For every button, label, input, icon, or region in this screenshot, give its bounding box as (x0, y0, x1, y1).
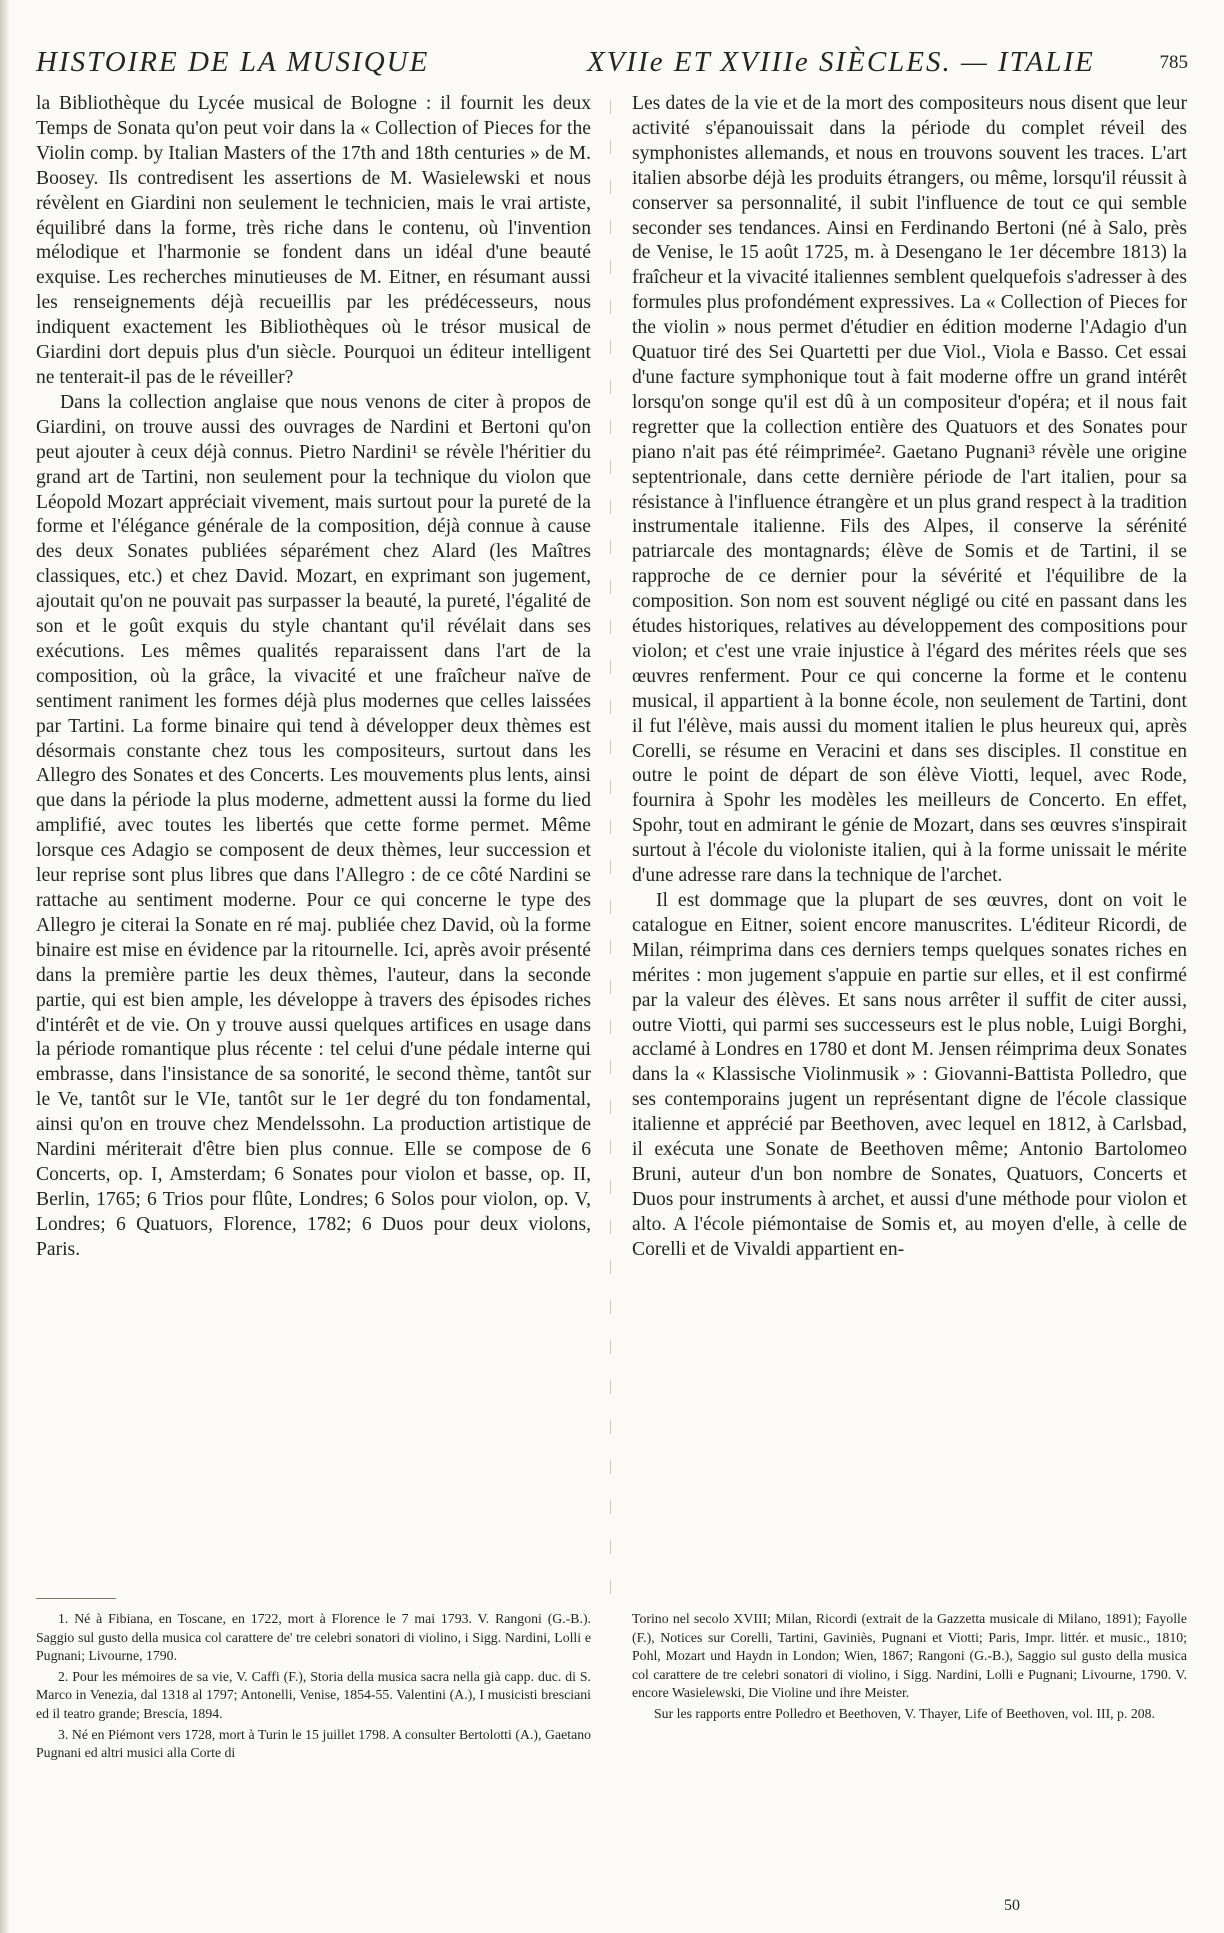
right-paragraph-1: Les dates de la vie et de la mort des compositeurs nous disent que leur activité s'épanouissait dans la période du complet réveil des symphonistes allemands, et nous en trouvons souvent les traces. L'art italien absorbe déjà les produits étrangers, ou même, lorsqu'il réussit à conserver sa personnalité, il subit l'influence de tout ce qui semble seconder ses tendances. Ainsi en Ferdinando Bertoni (né à Salo, près de Venise, le 15 août 1725, m. à Desengano le 1er décembre 1813) la fraîcheur et la vivacité italiennes semblent quelquefois s'adresser à des formules plus profondément expressives. La « Collection of Pieces for the violin » nous permet d'étudier en édition moderne l'Adagio d'un Quatuor tiré des Sei Quartetti per due Viol., Viola e Basso. Cet essai d'une facture symphonique tout à fait moderne offre un grand intérêt lorsqu'on songe qu'il est dû à un compositeur d'opéra; et il nous fait regretter que la collection entière des Quatuors et des Sonates pour piano n'ait pas été réimprimée². Gaetano Pugnani³ révèle une origine septentrionale, dans cette dernière période de l'art italien, pour sa résistance à l'influence étrangère et un plus grand respect à la tradition instrumentale italienne. Fils des Alpes, il conserve la sérénité patriarcale des montagnards; élève de Somis et de Tartini, il se rapproche de ce dernier pour la sévérité et l'équilibre de la composition. Son nom est souvent négligé ou cité en passant dans les études historiques, relatives au développement des compositions pour violon; et c'est une vraie injustice à l'égard des mérites réels que ses œuvres renferment. Pour ce qui concerne la forme et le contenu musical, il appartient à la bonne école, non seulement de Tartini, dont il fut l'élève, mais aussi du moment italien le plus heureux qui, après Corelli, se résume en Veracini et dans ses disciples. Il constitue en outre le point de départ de son élève Viotti, lequel, avec Rode, fournira à Spohr les modèles les meilleurs de Concerto. En effet, Spohr, tout en admirant le génie de Mozart, dans ses œuvres s'inspirait surtout à l'école du violoniste italien, qui à la forme unissait le mérite d'une adresse rare dans la technique de l'archet. (632, 93, 1187, 887)
running-head-right: XVIIe ET XVIIIe SIÈCLES. — ITALIE (587, 46, 1095, 78)
footnote-2: 2. Pour les mémoires de sa vie, V. Caffi (F.), Storia della musica sacra nella già capp. duc. di S. Marco in Venezia, dal 1318 al 1797; Antonelli, Venise, 1854-55. Valentini (A.), I musicisti bresciani ed il teatro grande; Brescia, 1894. (36, 1668, 591, 1721)
footnote-rule (36, 1598, 116, 1599)
left-paragraph-2: Dans la collection anglaise que nous venons de citer à propos de Giardini, on trouve aussi des ouvrages de Nardini et Bertoni qu'on peut ajouter à ceux déjà connus. Pietro Nardini¹ se révèle l'héritier du grand art de Tartini, non seulement pour la technique du violon que Léopold Mozart appréciait vivement, mais surtout pour la pureté de la forme et l'élégance générale de la composition, déjà connue à cause des deux Sonates publiées séparément chez Alard (les Maîtres classiques, etc.) et chez David. Mozart, en exprimant son jugement, ajoutait qu'on ne pouvait pas surpasser la beauté, la pureté, l'égalité de son et le goût exquis du style chantant qu'il révélait dans ses exécutions. Les mêmes qualités reparaissent dans l'art de la composition, où la grâce, la vivacité et une fraîcheur naïve de sentiment raniment les formes déjà plus modernes que celles laissées par Tartini. La forme binaire qui tend à développer deux thèmes est désormais constante chez tous les compositeurs, surtout dans les Allegro des Sonates et des Concerts. Les mouvements plus lents, ainsi que dans la période la plus moderne, admettent aussi la forme du lied amplifié, avec toutes les libertés que cette forme permet. Même lorsque ces Adagio se composent de deux thèmes, leur succession et leur reprise sont plus libres que dans l'Allegro : de ce côté Nardini se rattache au sentiment moderne. Pour ce qui concerne le type des Allegro je citerai la Sonate en ré maj. publiée chez David, où la forme binaire est mise en évidence par la ritournelle. Ici, après avoir présenté dans la première partie les deux thèmes, l'auteur, dans la seconde partie, qui est bien ample, les développe à travers des épisodes riches d'intérêt et de vie. On y trouve aussi quelques artifices en usage dans la période romantique plus récente : tel celui d'une pédale interne qui embrasse, dans l'insistance de sa sonorité, le second thème, tantôt sur le Ve, tantôt sur le VIe, tantôt sur le 1er degré du ton fondamental, ainsi qu'on en trouve chez Mendelssohn. La production artistique de Nardini mériterait d'être bien plus connue. Elle se compose de 6 Concerts, op. I, Amsterdam; 6 Sonates pour violon et basse, op. II, Berlin, 1765; 6 Trios pour flûte, Londres; 6 Solos pour violon, op. V, Londres; 6 Quatuors, Florence, 1782; 6 Duos pour deux violons, Paris. (36, 391, 591, 1260)
page-binding-edge (0, 0, 10, 1933)
footnotes-right-column (632, 1610, 1187, 1726)
running-head (36, 46, 1190, 86)
left-column (36, 92, 591, 1263)
right-paragraph-2: Il est dommage que la plupart de ses œuvres, dont on voit le catalogue en Eitner, soient encore manuscrites. L'éditeur Ricordi, de Milan, réimprima dans ces derniers temps quelques sonates riches en mérites : mon jugement s'appuie en partie sur elles, et il est confirmé par la valeur des élèves. Et sans nous arrêter il suffit de citer aussi, outre Viotti, qui parmi ses successeurs est le plus noble, Luigi Borghi, acclamé à Londres en 1780 et dont M. Jensen réimprima deux Sonates dans la « Klassische Violinmusik » : Giovanni-Battista Polledro, que ses contemporains jugent un représentant digne de l'école classique italienne et apprécié par Beethoven, avec lequel en 1812, à Carlsbad, il exécuta une Sonate de Beethoven même; Antonio Bartolomeo Bruni, auteur d'un bon nombre de Sonates, Quatuors, Concerts et Duos pour instruments à archet, et aussi d'une méthode pour violon et alto. A l'école piémontaise de Somis et, au moyen d'elle, à celle de Corelli et de Vivaldi appartient en- (632, 890, 1187, 1260)
footnote-polledro-beethoven: Sur les rapports entre Polledro et Beethoven, V. Thayer, Life of Beethoven, vol. III, p. 208. (654, 1705, 1155, 1721)
right-column (632, 92, 1187, 1263)
footnotes-left-column (36, 1610, 591, 1765)
footnote-1: 1. Né à Fibiana, en Toscane, en 1722, mort à Florence le 7 mai 1793. V. Rangoni (G.-B.). Saggio sul gusto della musica col carattere de' tre celebri sonatori di violino, i Sigg. Nardini, Lolli e Pugnani; Livourne, 1790. (36, 1611, 591, 1664)
footnote-3: 3. Né en Piémont vers 1728, mort à Turin le 15 juillet 1798. A consulter Bertolotti (A.), Gaetano Pugnani ed altri musici alla Corte di (36, 1726, 591, 1761)
column-divider (610, 100, 611, 1600)
signature-mark: 50 (1004, 1897, 1020, 1914)
footnote-3-continued: Torino nel secolo XVIII; Milan, Ricordi (extrait de la Gazzetta musicale di Milano, 1891); Fayolle (F.), Notices sur Corelli, Tartini, Gaviniès, Pugnani et Viotti; Paris, Impr. littér. et music., 1810; Pohl, Mozart und Haydn in London; Wien, 1867; Rangoni (G.-B.), Saggio sul gusto della musica col carattere de tre celebri sonatori di violino, i Sigg. Nardini, Lolli e Pugnani; Livourne, 1790. V. encore Wasielewski, Die Violine und ihre Meister. (632, 1611, 1187, 1701)
left-paragraph-1: la Bibliothèque du Lycée musical de Bologne : il fournit les deux Temps de Sonata qu'on peut voir dans la « Collection of Pieces for the Violin comp. by Italian Masters of the 17th and 18th centuries » de M. Boosey. Ils contredisent les assertions de M. Wasielewski et nous révèlent en Giardini non seulement le technicien, mais le vrai artiste, équilibré dans la forme, très riche dans le contenu, où l'invention mélodique et l'harmonie se fondent dans un idéal d'une beauté exquise. Les recherches minutieuses de M. Eitner, en résumant aussi les renseignements déjà recueillis par les prédécesseurs, nous indiquent exactement les Bibliothèques où le trésor musical de Giardini dort depuis plus d'un siècle. Pourquoi un éditeur intelligent ne tenterait-il pas de le réveiller? (36, 93, 591, 388)
page-number: 785 (1159, 52, 1188, 73)
body-columns (36, 92, 1190, 1592)
running-head-left: HISTOIRE DE LA MUSIQUE (36, 46, 430, 78)
